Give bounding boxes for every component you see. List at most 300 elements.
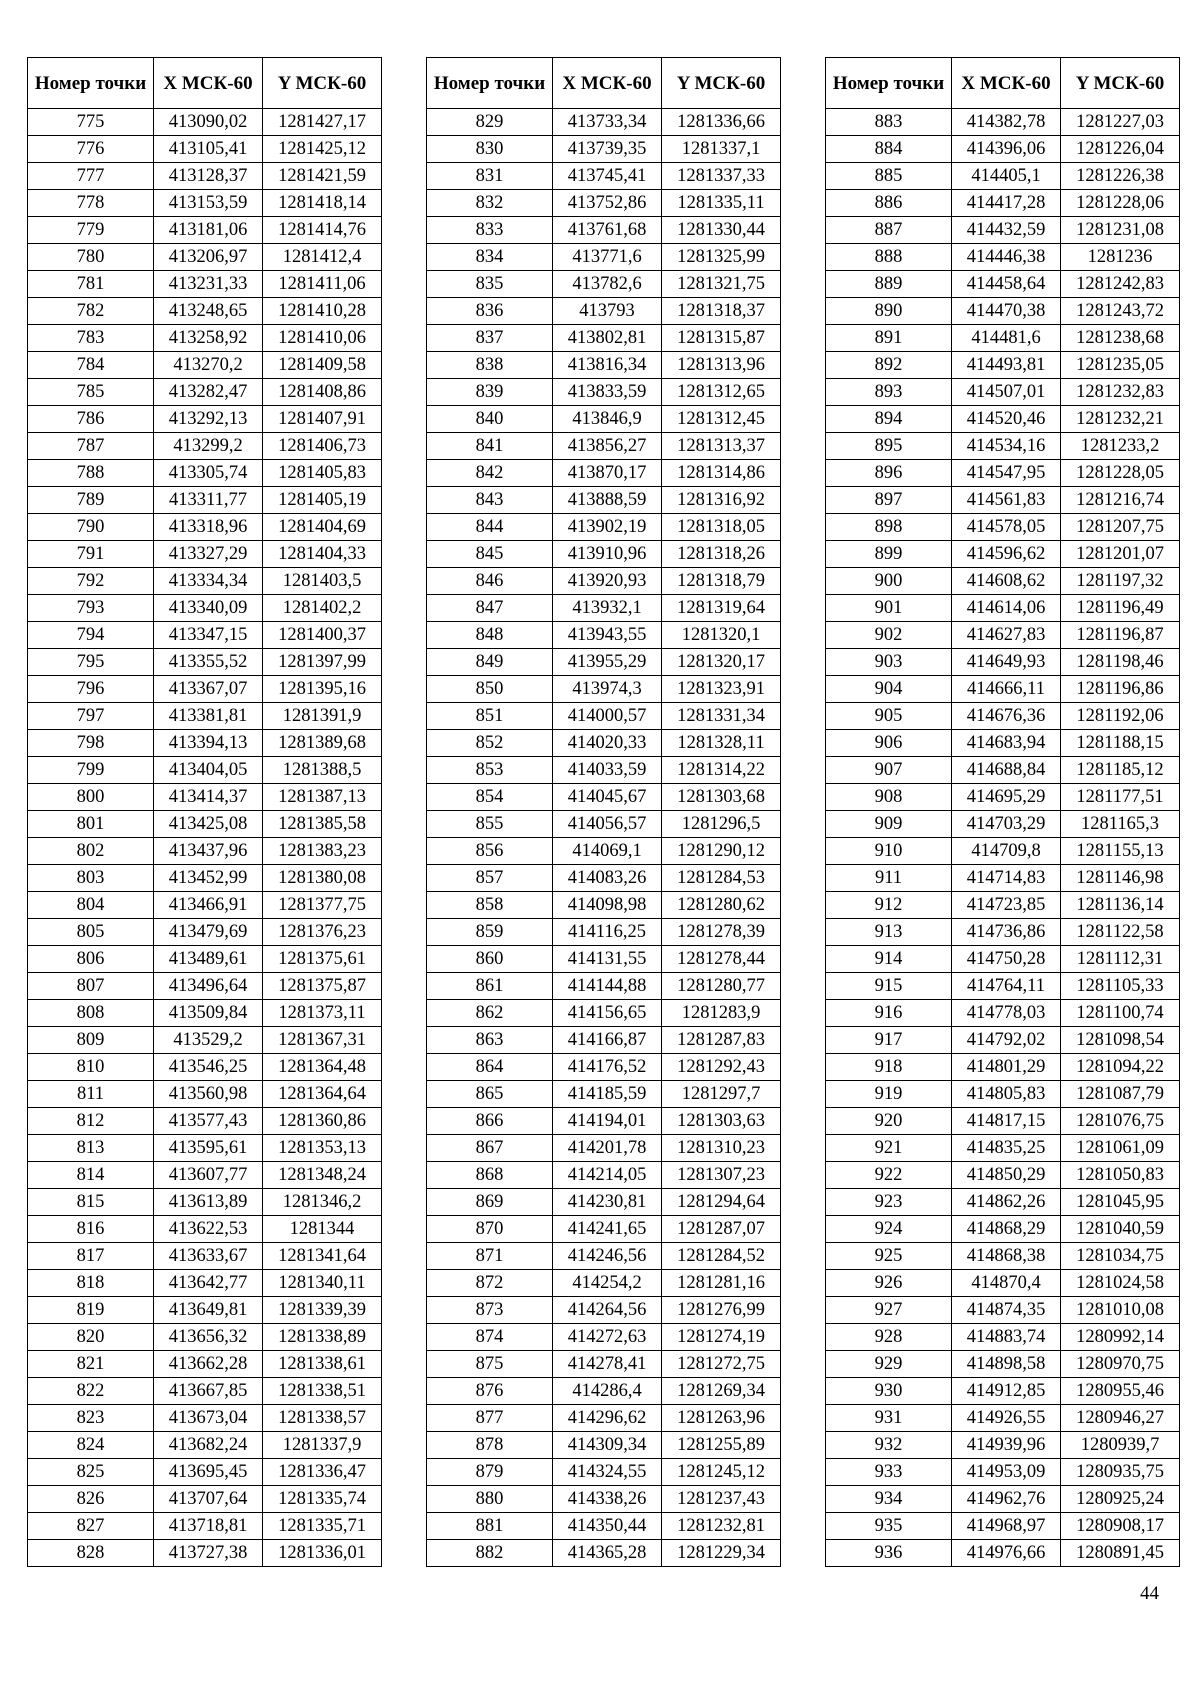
y-coordinate-cell: 1281197,32 <box>1061 568 1180 595</box>
point-number-cell: 858 <box>427 892 553 919</box>
point-number-cell: 891 <box>826 325 952 352</box>
point-number-cell: 836 <box>427 298 553 325</box>
point-number-cell: 904 <box>826 676 952 703</box>
y-coordinate-cell: 1281196,87 <box>1061 622 1180 649</box>
table-row <box>28 298 382 325</box>
x-coordinate-cell: 414778,03 <box>952 1000 1061 1027</box>
point-number-cell: 835 <box>427 271 553 298</box>
table-row <box>427 1135 781 1162</box>
point-number-cell: 874 <box>427 1324 553 1351</box>
x-coordinate-cell: 413955,29 <box>553 649 662 676</box>
table-row <box>28 217 382 244</box>
table-row <box>28 1108 382 1135</box>
y-coordinate-cell: 1281100,74 <box>1061 1000 1180 1027</box>
x-coordinate-cell: 413727,38 <box>154 1540 263 1567</box>
x-coordinate-cell: 414324,55 <box>553 1459 662 1486</box>
x-coordinate-cell: 414230,81 <box>553 1189 662 1216</box>
table-row <box>427 811 781 838</box>
point-number-cell: 933 <box>826 1459 952 1486</box>
coordinates-table-2 <box>426 57 781 1567</box>
table-row <box>427 1054 781 1081</box>
table-row <box>28 703 382 730</box>
y-coordinate-cell: 1280935,75 <box>1061 1459 1180 1486</box>
point-number-cell: 870 <box>427 1216 553 1243</box>
x-coordinate-cell: 414976,66 <box>952 1540 1061 1567</box>
point-number-cell: 905 <box>826 703 952 730</box>
y-coordinate-cell: 1281406,73 <box>263 433 382 460</box>
y-coordinate-cell: 1281207,75 <box>1061 514 1180 541</box>
point-number-cell: 897 <box>826 487 952 514</box>
x-coordinate-cell: 414688,84 <box>952 757 1061 784</box>
y-coordinate-cell: 1281320,17 <box>662 649 781 676</box>
y-coordinate-cell: 1281040,59 <box>1061 1216 1180 1243</box>
table-row <box>427 838 781 865</box>
x-coordinate-cell: 414801,29 <box>952 1054 1061 1081</box>
table-row <box>28 622 382 649</box>
x-coordinate-cell: 414246,56 <box>553 1243 662 1270</box>
x-coordinate-cell: 414350,44 <box>553 1513 662 1540</box>
point-number-cell: 914 <box>826 946 952 973</box>
x-coordinate-cell: 414862,26 <box>952 1189 1061 1216</box>
y-coordinate-cell: 1281226,38 <box>1061 163 1180 190</box>
x-coordinate-cell: 413739,35 <box>553 136 662 163</box>
x-coordinate-cell: 413745,41 <box>553 163 662 190</box>
point-number-cell: 911 <box>826 865 952 892</box>
header-x-coordinate: X МСК-60 <box>553 58 662 109</box>
x-coordinate-cell: 414214,05 <box>553 1162 662 1189</box>
x-coordinate-cell: 414561,83 <box>952 487 1061 514</box>
y-coordinate-cell: 1281405,19 <box>263 487 382 514</box>
y-coordinate-cell: 1281388,5 <box>263 757 382 784</box>
y-coordinate-cell: 1281292,43 <box>662 1054 781 1081</box>
header-x-coordinate: X МСК-60 <box>952 58 1061 109</box>
x-coordinate-cell: 414241,65 <box>553 1216 662 1243</box>
y-coordinate-cell: 1281297,7 <box>662 1081 781 1108</box>
table-row <box>427 730 781 757</box>
x-coordinate-cell: 414365,28 <box>553 1540 662 1567</box>
y-coordinate-cell: 1281318,37 <box>662 298 781 325</box>
y-coordinate-cell: 1281338,57 <box>263 1405 382 1432</box>
table-header-row <box>826 58 1180 109</box>
point-number-cell: 920 <box>826 1108 952 1135</box>
x-coordinate-cell: 414666,11 <box>952 676 1061 703</box>
x-coordinate-cell: 413833,59 <box>553 379 662 406</box>
y-coordinate-cell: 1281278,39 <box>662 919 781 946</box>
point-number-cell: 820 <box>28 1324 154 1351</box>
table-row <box>28 1432 382 1459</box>
x-coordinate-cell: 413793 <box>553 298 662 325</box>
table-row <box>427 541 781 568</box>
table-row <box>427 757 781 784</box>
x-coordinate-cell: 414596,62 <box>952 541 1061 568</box>
x-coordinate-cell: 413662,28 <box>154 1351 263 1378</box>
x-coordinate-cell: 413394,13 <box>154 730 263 757</box>
coordinates-table-3 <box>825 57 1180 1567</box>
y-coordinate-cell: 1281403,5 <box>263 568 382 595</box>
table-row <box>427 1000 781 1027</box>
point-number-cell: 823 <box>28 1405 154 1432</box>
table-row <box>28 1081 382 1108</box>
y-coordinate-cell: 1281331,34 <box>662 703 781 730</box>
y-coordinate-cell: 1281377,75 <box>263 892 382 919</box>
point-number-cell: 777 <box>28 163 154 190</box>
table-row <box>826 271 1180 298</box>
table-row <box>427 703 781 730</box>
y-coordinate-cell: 1281313,96 <box>662 352 781 379</box>
y-coordinate-cell: 1281337,9 <box>263 1432 382 1459</box>
x-coordinate-cell: 413607,77 <box>154 1162 263 1189</box>
table-row <box>826 1108 1180 1135</box>
y-coordinate-cell: 1281233,2 <box>1061 433 1180 460</box>
table-row <box>826 892 1180 919</box>
table-row <box>427 1513 781 1540</box>
y-coordinate-cell: 1281294,64 <box>662 1189 781 1216</box>
table-row <box>427 1189 781 1216</box>
point-number-cell: 924 <box>826 1216 952 1243</box>
y-coordinate-cell: 1281318,79 <box>662 568 781 595</box>
y-coordinate-cell: 1281313,37 <box>662 433 781 460</box>
table-row <box>28 1378 382 1405</box>
y-coordinate-cell: 1281232,83 <box>1061 379 1180 406</box>
point-number-cell: 918 <box>826 1054 952 1081</box>
table-row <box>826 514 1180 541</box>
point-number-cell: 834 <box>427 244 553 271</box>
y-coordinate-cell: 1281328,11 <box>662 730 781 757</box>
point-number-cell: 900 <box>826 568 952 595</box>
x-coordinate-cell: 414850,29 <box>952 1162 1061 1189</box>
point-number-cell: 880 <box>427 1486 553 1513</box>
table-row <box>826 1216 1180 1243</box>
x-coordinate-cell: 414194,01 <box>553 1108 662 1135</box>
x-coordinate-cell: 414098,98 <box>553 892 662 919</box>
x-coordinate-cell: 414481,6 <box>952 325 1061 352</box>
point-number-cell: 906 <box>826 730 952 757</box>
x-coordinate-cell: 413656,32 <box>154 1324 263 1351</box>
table-row <box>826 1324 1180 1351</box>
point-number-cell: 876 <box>427 1378 553 1405</box>
x-coordinate-cell: 414926,55 <box>952 1405 1061 1432</box>
x-coordinate-cell: 414723,85 <box>952 892 1061 919</box>
point-number-cell: 807 <box>28 973 154 1000</box>
y-coordinate-cell: 1281192,06 <box>1061 703 1180 730</box>
x-coordinate-cell: 414396,06 <box>952 136 1061 163</box>
point-number-cell: 812 <box>28 1108 154 1135</box>
y-coordinate-cell: 1281348,24 <box>263 1162 382 1189</box>
x-coordinate-cell: 414649,93 <box>952 649 1061 676</box>
y-coordinate-cell: 1281061,09 <box>1061 1135 1180 1162</box>
x-coordinate-cell: 414272,63 <box>553 1324 662 1351</box>
point-number-cell: 831 <box>427 163 553 190</box>
x-coordinate-cell: 414709,8 <box>952 838 1061 865</box>
x-coordinate-cell: 413153,59 <box>154 190 263 217</box>
table-row <box>826 757 1180 784</box>
y-coordinate-cell: 1281335,11 <box>662 190 781 217</box>
x-coordinate-cell: 414116,25 <box>553 919 662 946</box>
point-number-cell: 878 <box>427 1432 553 1459</box>
y-coordinate-cell: 1281050,83 <box>1061 1162 1180 1189</box>
point-number-cell: 909 <box>826 811 952 838</box>
x-coordinate-cell: 414144,88 <box>553 973 662 1000</box>
x-coordinate-cell: 413667,85 <box>154 1378 263 1405</box>
table-row <box>826 217 1180 244</box>
y-coordinate-cell: 1281397,99 <box>263 649 382 676</box>
x-coordinate-cell: 413305,74 <box>154 460 263 487</box>
x-coordinate-cell: 414868,38 <box>952 1243 1061 1270</box>
y-coordinate-cell: 1281391,9 <box>263 703 382 730</box>
point-number-cell: 869 <box>427 1189 553 1216</box>
table-row <box>28 892 382 919</box>
y-coordinate-cell: 1281094,22 <box>1061 1054 1180 1081</box>
table-row <box>826 163 1180 190</box>
y-coordinate-cell: 1281340,11 <box>263 1270 382 1297</box>
table-row <box>28 1405 382 1432</box>
y-coordinate-cell: 1281276,99 <box>662 1297 781 1324</box>
point-number-cell: 898 <box>826 514 952 541</box>
table-row <box>826 811 1180 838</box>
table-row <box>427 1270 781 1297</box>
y-coordinate-cell: 1281323,91 <box>662 676 781 703</box>
y-coordinate-cell: 1281045,95 <box>1061 1189 1180 1216</box>
y-coordinate-cell: 1281231,08 <box>1061 217 1180 244</box>
table-body <box>826 109 1180 1567</box>
point-number-cell: 798 <box>28 730 154 757</box>
x-coordinate-cell: 414056,57 <box>553 811 662 838</box>
y-coordinate-cell: 1281344 <box>263 1216 382 1243</box>
y-coordinate-cell: 1281280,62 <box>662 892 781 919</box>
y-coordinate-cell: 1281410,06 <box>263 325 382 352</box>
table-row <box>826 406 1180 433</box>
table-row <box>826 973 1180 1000</box>
y-coordinate-cell: 1281098,54 <box>1061 1027 1180 1054</box>
point-number-cell: 875 <box>427 1351 553 1378</box>
point-number-cell: 930 <box>826 1378 952 1405</box>
table-row <box>427 163 781 190</box>
table-row <box>826 1081 1180 1108</box>
x-coordinate-cell: 414185,59 <box>553 1081 662 1108</box>
table-row <box>28 973 382 1000</box>
point-number-cell: 883 <box>826 109 952 136</box>
y-coordinate-cell: 1281227,03 <box>1061 109 1180 136</box>
x-coordinate-cell: 413943,55 <box>553 622 662 649</box>
table-row <box>826 433 1180 460</box>
x-coordinate-cell: 413105,41 <box>154 136 263 163</box>
y-coordinate-cell: 1280955,46 <box>1061 1378 1180 1405</box>
x-coordinate-cell: 413910,96 <box>553 541 662 568</box>
point-number-cell: 794 <box>28 622 154 649</box>
point-number-cell: 828 <box>28 1540 154 1567</box>
x-coordinate-cell: 414020,33 <box>553 730 662 757</box>
x-coordinate-cell: 413090,02 <box>154 109 263 136</box>
table-row <box>427 595 781 622</box>
y-coordinate-cell: 1281296,5 <box>662 811 781 838</box>
x-coordinate-cell: 413425,08 <box>154 811 263 838</box>
point-number-cell: 861 <box>427 973 553 1000</box>
table-row <box>427 1108 781 1135</box>
y-coordinate-cell: 1281105,33 <box>1061 973 1180 1000</box>
table-row <box>826 1189 1180 1216</box>
point-number-cell: 838 <box>427 352 553 379</box>
y-coordinate-cell: 1281376,23 <box>263 919 382 946</box>
x-coordinate-cell: 413546,25 <box>154 1054 263 1081</box>
point-number-cell: 892 <box>826 352 952 379</box>
table-row <box>826 865 1180 892</box>
point-number-cell: 899 <box>826 541 952 568</box>
x-coordinate-cell: 414033,59 <box>553 757 662 784</box>
table-header-row <box>427 58 781 109</box>
point-number-cell: 884 <box>826 136 952 163</box>
y-coordinate-cell: 1281338,89 <box>263 1324 382 1351</box>
header-y-coordinate: Y МСК-60 <box>1061 58 1180 109</box>
x-coordinate-cell: 413649,81 <box>154 1297 263 1324</box>
table-row <box>28 325 382 352</box>
y-coordinate-cell: 1281336,01 <box>263 1540 382 1567</box>
y-coordinate-cell: 1280939,7 <box>1061 1432 1180 1459</box>
x-coordinate-cell: 413270,2 <box>154 352 263 379</box>
point-number-cell: 840 <box>427 406 553 433</box>
x-coordinate-cell: 414578,05 <box>952 514 1061 541</box>
y-coordinate-cell: 1281228,05 <box>1061 460 1180 487</box>
point-number-cell: 803 <box>28 865 154 892</box>
y-coordinate-cell: 1281404,69 <box>263 514 382 541</box>
point-number-cell: 784 <box>28 352 154 379</box>
x-coordinate-cell: 414166,87 <box>553 1027 662 1054</box>
point-number-cell: 860 <box>427 946 553 973</box>
x-coordinate-cell: 414714,83 <box>952 865 1061 892</box>
table-header-row <box>28 58 382 109</box>
point-number-cell: 896 <box>826 460 952 487</box>
x-coordinate-cell: 413846,9 <box>553 406 662 433</box>
table-row <box>826 1540 1180 1567</box>
y-coordinate-cell: 1281318,05 <box>662 514 781 541</box>
point-number-cell: 804 <box>28 892 154 919</box>
y-coordinate-cell: 1281319,64 <box>662 595 781 622</box>
x-coordinate-cell: 414703,29 <box>952 811 1061 838</box>
table-row <box>427 460 781 487</box>
table-row <box>826 1378 1180 1405</box>
x-coordinate-cell: 413282,47 <box>154 379 263 406</box>
point-number-cell: 925 <box>826 1243 952 1270</box>
y-coordinate-cell: 1281024,58 <box>1061 1270 1180 1297</box>
point-number-cell: 810 <box>28 1054 154 1081</box>
point-number-cell: 821 <box>28 1351 154 1378</box>
point-number-cell: 879 <box>427 1459 553 1486</box>
y-coordinate-cell: 1281360,86 <box>263 1108 382 1135</box>
table-row <box>826 1459 1180 1486</box>
table-row <box>826 730 1180 757</box>
table-row <box>427 892 781 919</box>
point-number-cell: 776 <box>28 136 154 163</box>
table-row <box>427 244 781 271</box>
point-number-cell: 816 <box>28 1216 154 1243</box>
y-coordinate-cell: 1281320,1 <box>662 622 781 649</box>
x-coordinate-cell: 414870,4 <box>952 1270 1061 1297</box>
table-row <box>826 109 1180 136</box>
point-number-cell: 780 <box>28 244 154 271</box>
y-coordinate-cell: 1280891,45 <box>1061 1540 1180 1567</box>
y-coordinate-cell: 1281400,37 <box>263 622 382 649</box>
x-coordinate-cell: 413577,43 <box>154 1108 263 1135</box>
x-coordinate-cell: 413673,04 <box>154 1405 263 1432</box>
y-coordinate-cell: 1281375,87 <box>263 973 382 1000</box>
table-row <box>826 1135 1180 1162</box>
y-coordinate-cell: 1281196,86 <box>1061 676 1180 703</box>
x-coordinate-cell: 413902,19 <box>553 514 662 541</box>
y-coordinate-cell: 1281427,17 <box>263 109 382 136</box>
table-row <box>28 136 382 163</box>
table-row <box>826 703 1180 730</box>
table-row <box>28 1297 382 1324</box>
table-row <box>28 865 382 892</box>
x-coordinate-cell: 413452,99 <box>154 865 263 892</box>
point-number-cell: 931 <box>826 1405 952 1432</box>
x-coordinate-cell: 413888,59 <box>553 487 662 514</box>
y-coordinate-cell: 1281263,96 <box>662 1405 781 1432</box>
y-coordinate-cell: 1281418,14 <box>263 190 382 217</box>
x-coordinate-cell: 414695,29 <box>952 784 1061 811</box>
x-coordinate-cell: 414405,1 <box>952 163 1061 190</box>
point-number-cell: 910 <box>826 838 952 865</box>
table-row <box>28 757 382 784</box>
table-row <box>28 946 382 973</box>
y-coordinate-cell: 1281404,33 <box>263 541 382 568</box>
table-row <box>427 136 781 163</box>
point-number-cell: 813 <box>28 1135 154 1162</box>
point-number-cell: 775 <box>28 109 154 136</box>
y-coordinate-cell: 1281421,59 <box>263 163 382 190</box>
table-row <box>427 1297 781 1324</box>
table-row <box>28 730 382 757</box>
x-coordinate-cell: 414898,58 <box>952 1351 1061 1378</box>
x-coordinate-cell: 413509,84 <box>154 1000 263 1027</box>
point-number-cell: 843 <box>427 487 553 514</box>
table-row <box>427 1162 781 1189</box>
x-coordinate-cell: 414382,78 <box>952 109 1061 136</box>
table-row <box>427 406 781 433</box>
table-row <box>427 1432 781 1459</box>
x-coordinate-cell: 414835,25 <box>952 1135 1061 1162</box>
table-row <box>427 919 781 946</box>
point-number-cell: 800 <box>28 784 154 811</box>
table-row <box>427 946 781 973</box>
y-coordinate-cell: 1281314,22 <box>662 757 781 784</box>
table-row <box>427 1459 781 1486</box>
x-coordinate-cell: 414683,94 <box>952 730 1061 757</box>
x-coordinate-cell: 414069,1 <box>553 838 662 865</box>
point-number-cell: 817 <box>28 1243 154 1270</box>
x-coordinate-cell: 413595,61 <box>154 1135 263 1162</box>
y-coordinate-cell: 1281387,13 <box>263 784 382 811</box>
point-number-cell: 864 <box>427 1054 553 1081</box>
table-row <box>28 514 382 541</box>
x-coordinate-cell: 414962,76 <box>952 1486 1061 1513</box>
y-coordinate-cell: 1281284,52 <box>662 1243 781 1270</box>
x-coordinate-cell: 413496,64 <box>154 973 263 1000</box>
x-coordinate-cell: 413932,1 <box>553 595 662 622</box>
point-number-cell: 929 <box>826 1351 952 1378</box>
point-number-cell: 871 <box>427 1243 553 1270</box>
point-number-cell: 792 <box>28 568 154 595</box>
point-number-cell: 781 <box>28 271 154 298</box>
point-number-cell: 819 <box>28 1297 154 1324</box>
point-number-cell: 815 <box>28 1189 154 1216</box>
x-coordinate-cell: 413920,93 <box>553 568 662 595</box>
x-coordinate-cell: 413782,6 <box>553 271 662 298</box>
x-coordinate-cell: 414254,2 <box>553 1270 662 1297</box>
point-number-cell: 814 <box>28 1162 154 1189</box>
table-row <box>427 1324 781 1351</box>
point-number-cell: 779 <box>28 217 154 244</box>
point-number-cell: 915 <box>826 973 952 1000</box>
